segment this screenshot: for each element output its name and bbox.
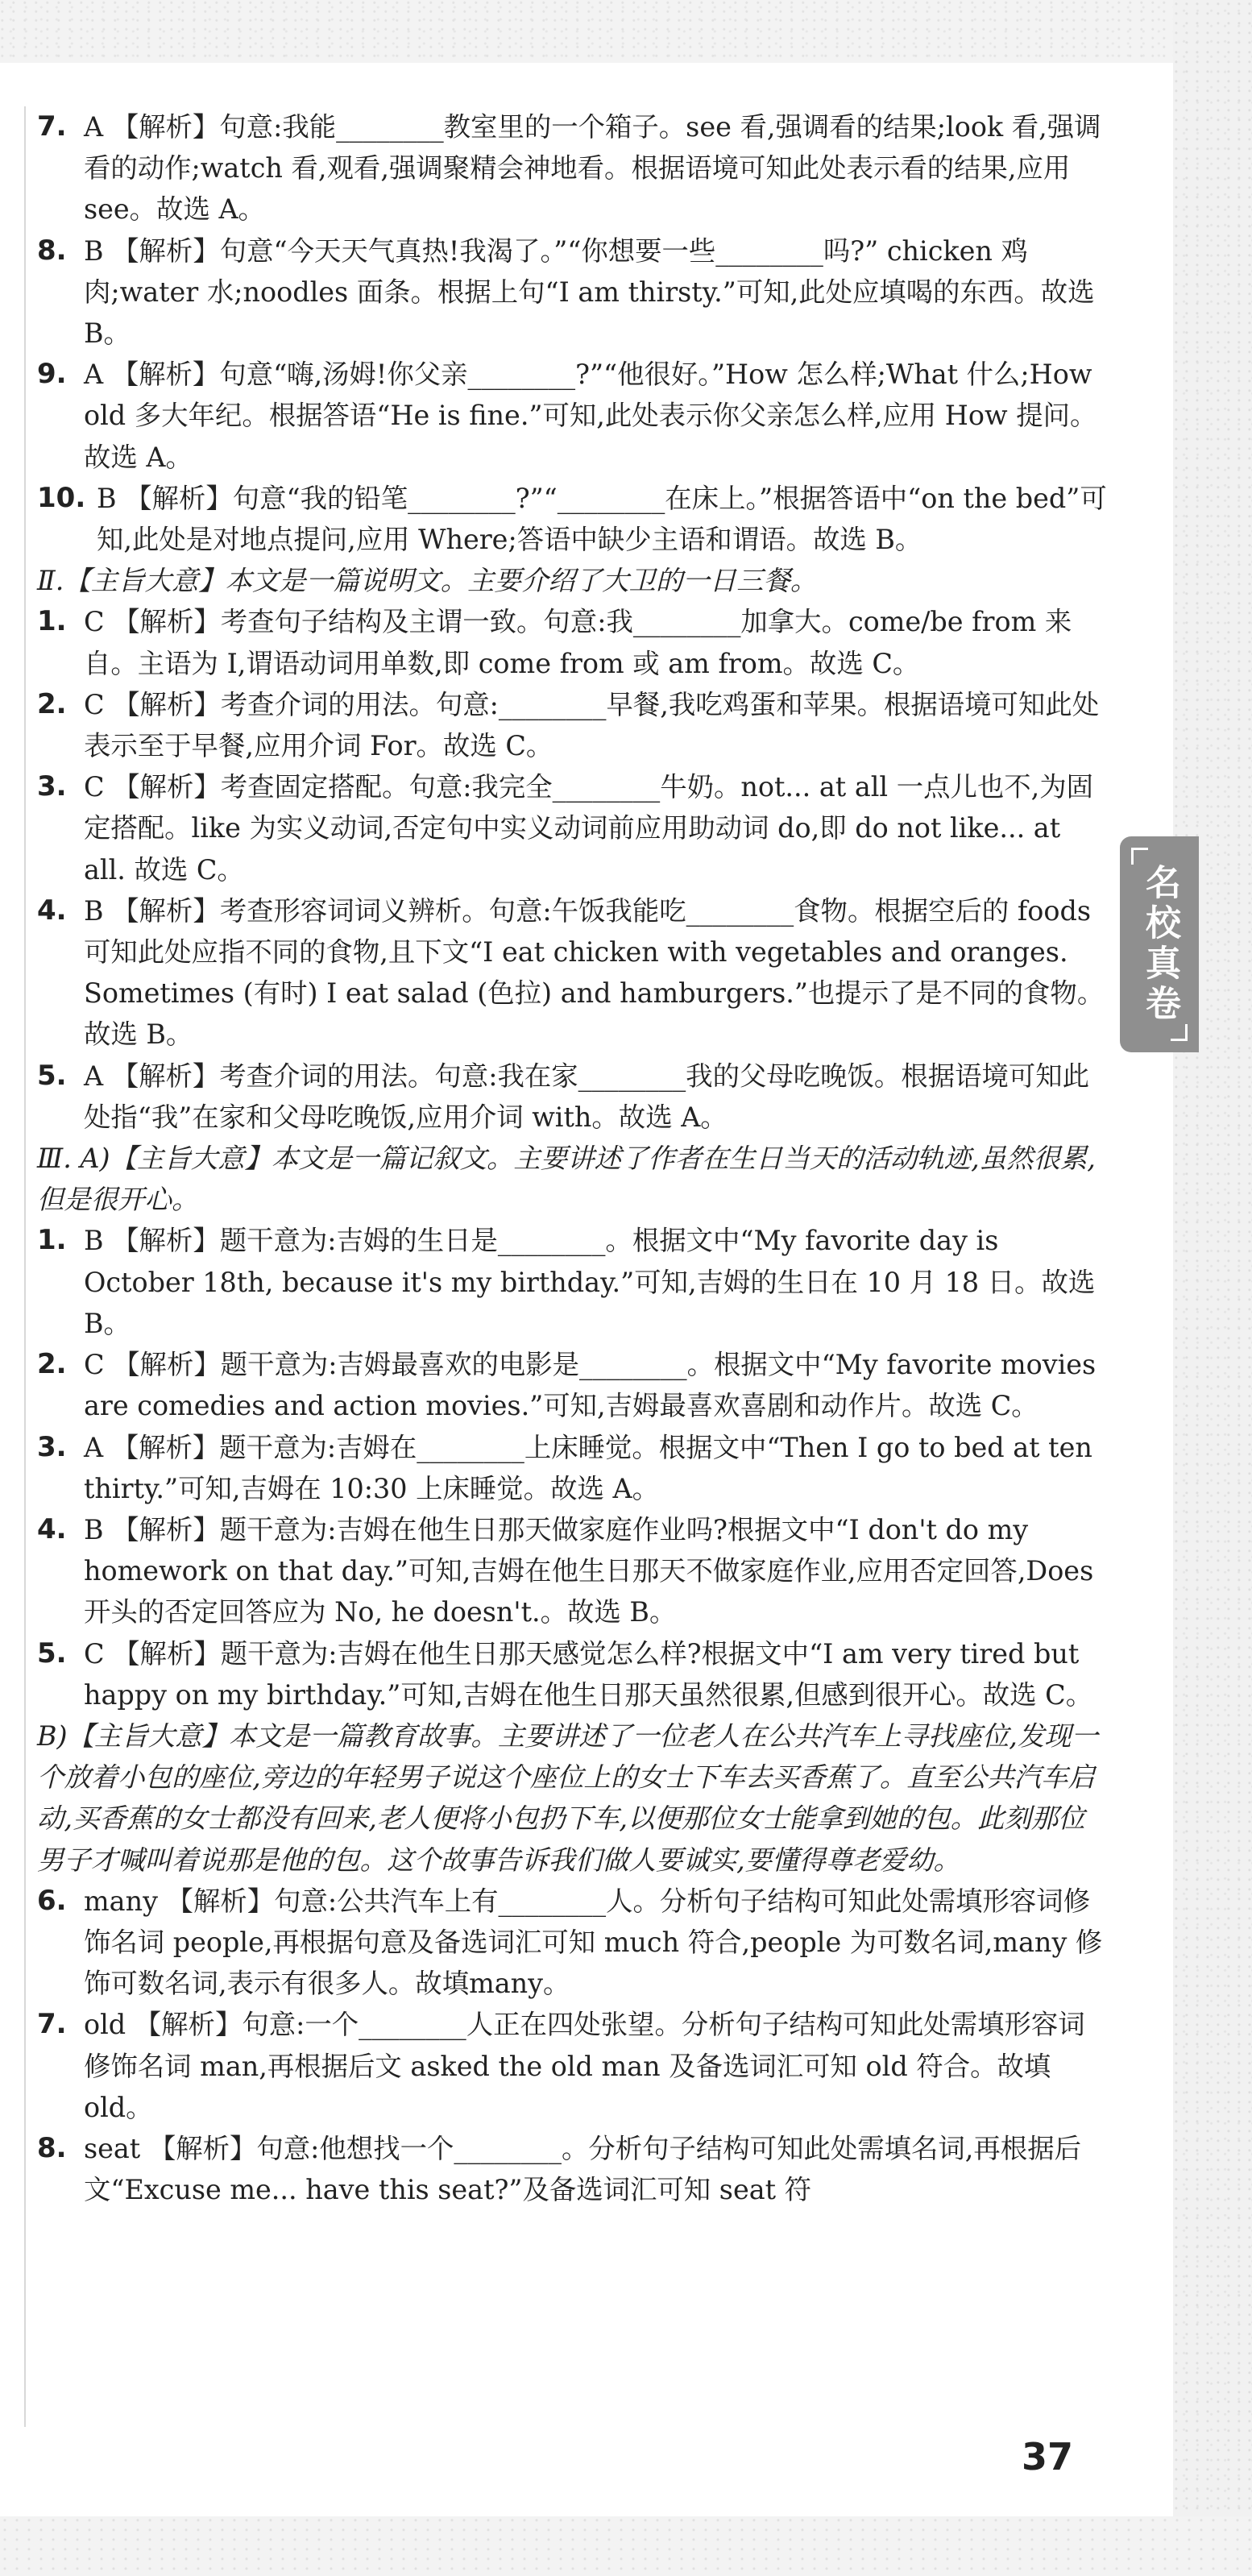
answer-item <box>37 1056 1107 1138</box>
item-number: 2. <box>37 1348 67 1381</box>
side-tab-label: 名校真卷 <box>1139 864 1180 1025</box>
item-number: 7. <box>37 110 67 143</box>
item-text: many 【解析】句意:公共汽车上有________人。分析句子结构可知此处需填形容词修饰名词 people,再根据句意及备选词汇可知 much 符合,people 为可数名词,many 修饰可数名词,表示有很多人。故填many。 <box>84 1885 1103 2000</box>
answer-item <box>37 478 1107 560</box>
item-number: 7. <box>37 2008 67 2041</box>
page-bottom-texture <box>0 2516 1252 2576</box>
item-text: B 【解析】句意“今天天气真热!我渴了。”“你想要一些________吗?” chicken 鸡肉;water 水;noodles 面条。根据上句“I am thirsty.”可知,此处应填喝的东西。故选 B。 <box>84 234 1095 350</box>
side-tab <box>1120 836 1199 1052</box>
answer-content <box>37 106 1107 2210</box>
item-number: 3. <box>37 770 67 803</box>
answer-item <box>37 890 1107 1056</box>
item-text: seat 【解析】句意:他想找一个________。分析句子结构可知此处需填名词,再根据后文“Excuse me... have this seat?”及备选词汇可知 seat 符 <box>84 2132 1081 2206</box>
item-number: 4. <box>37 894 67 927</box>
item-number: 2. <box>37 687 67 720</box>
answer-item <box>37 601 1107 683</box>
item-text: C 【解析】考查固定搭配。句意:我完全________牛奶。not... at all 一点儿也不,为固定搭配。like 为实义动词,否定句中实义动词前应用助动词 do,即 do not like... at all. 故选 C。 <box>84 771 1094 886</box>
item-number: 10. <box>37 481 86 514</box>
answers-section-3b <box>37 1881 1107 2211</box>
item-text: C 【解析】考查句子结构及主谓一致。句意:我________加拿大。come/be from 来自。主语为 I,谓语动词用单数,即 come from 或 am from。故选 C。 <box>84 606 1072 679</box>
answer-item <box>37 766 1107 890</box>
bracket-icon <box>1131 848 1148 865</box>
answer-item <box>37 1427 1107 1509</box>
item-number: 1. <box>37 605 67 638</box>
page-number: 37 <box>1022 2435 1074 2479</box>
item-number: 8. <box>37 234 67 267</box>
bracket-icon <box>1171 1024 1188 1041</box>
item-number: 8. <box>37 2131 67 2164</box>
item-text: B 【解析】句意“我的铅笔________?”“________在床上。”根据答语中“on the bed”可知,此处是对地点提问,应用 Where;答语中缺少主语和谓语。故选 B。 <box>97 482 1107 556</box>
item-text: A 【解析】句意:我能________教室里的一个箱子。see 看,强调看的结果;look 看,强调看的动作;watch 看,观看,强调聚精会神地看。根据语境可知此处表示看的结果,应用 see。故选 A。 <box>84 111 1101 226</box>
answer-item <box>37 2004 1107 2128</box>
answer-item <box>37 1881 1107 2005</box>
page-right-texture <box>1173 0 1252 2576</box>
answer-item <box>37 230 1107 355</box>
answer-item <box>37 1220 1107 1344</box>
item-text: C 【解析】题干意为:吉姆最喜欢的电影是________。根据文中“My favorite movies are comedies and action movies.”可知,吉姆最喜欢喜剧和动作片。故选 C。 <box>84 1349 1097 1422</box>
item-number: 4. <box>37 1512 67 1545</box>
answers-section-3a <box>37 1220 1107 1715</box>
item-text: C 【解析】考查介词的用法。句意:________早餐,我吃鸡蛋和苹果。根据语境可知此处表示至于早餐,应用介词 For。故选 C。 <box>84 688 1100 762</box>
answer-item <box>37 684 1107 766</box>
item-text: old 【解析】句意:一个________人正在四处张望。分析句子结构可知此处需填形容词修饰名词 man,再根据后文 asked the old man 及备选词汇可知 old 符合。故填 old。 <box>84 2009 1085 2123</box>
section-2-summary: Ⅱ.【主旨大意】本文是一篇说明文。主要介绍了大卫的一日三餐。 <box>37 565 818 597</box>
answers-part-1 <box>37 106 1107 560</box>
item-text: A 【解析】题干意为:吉姆在________上床睡觉。根据文中“Then I go to bed at ten thirty.”可知,吉姆在 10:30 上床睡觉。故选 A。 <box>84 1431 1092 1504</box>
page-top-texture <box>0 0 1252 63</box>
item-number: 5. <box>37 1059 67 1092</box>
item-text: A 【解析】考查介词的用法。句意:我在家________我的父母吃晚饭。根据语境可知此处指“我”在家和父母吃晚饭,应用介词 with。故选 A。 <box>84 1060 1090 1133</box>
answer-item <box>37 106 1107 230</box>
answer-item <box>37 1509 1107 1633</box>
answer-item <box>37 1633 1107 1715</box>
item-number: 1. <box>37 1224 67 1257</box>
item-text: C 【解析】题干意为:吉姆在他生日那天感觉怎么样?根据文中“I am very tired but happy on my birthday.”可知,吉姆在他生日那天虽然很累,但感到很开心。故选 C。 <box>84 1637 1093 1711</box>
item-text: B 【解析】题干意为:吉姆在他生日那天做家庭作业吗?根据文中“I don't do my homework on that day.”可知,吉姆在他生日那天不做家庭作业,应用否定回答,Does 开头的否定回答应为 No, he doesn't.。故选 B。 <box>84 1513 1094 1628</box>
item-text: B 【解析】考查形容词词义辨析。句意:午饭我能吃________食物。根据空后的 foods 可知此处应指不同的食物,且下文“I eat chicken with vegetables and oranges. Sometimes (有时) I eat salad (色拉) and hamburgers.”也提示了是不同的食物。故选 B。 <box>84 894 1105 1051</box>
item-number: 6. <box>37 1884 67 1917</box>
item-number: 9. <box>37 358 67 391</box>
answers-section-2 <box>37 601 1107 1138</box>
left-margin-line <box>24 106 26 2427</box>
section-3a-summary: Ⅲ. A)【主旨大意】本文是一篇记叙文。主要讲述了作者在生日当天的活动轨迹,虽然很累,但是很开心。 <box>37 1143 1096 1216</box>
item-number: 5. <box>37 1636 67 1670</box>
section-3b-summary: B)【主旨大意】本文是一篇教育故事。主要讲述了一位老人在公共汽车上寻找座位,发现一个放着小包的座位,旁边的年轻男子说这个座位上的女士下车去买香蕉了。直至公共汽车启动,买香蕉的女士都没有回来,老人便将小包扔下车,以便那位女士能拿到她的包。此刻那位男子才喊叫着说那是他的包。这个故事告诉我们做人要诚实,要懂得尊老爱幼。 <box>37 1719 1099 1876</box>
answer-item <box>37 1344 1107 1426</box>
answer-item <box>37 2128 1107 2210</box>
answer-item <box>37 354 1107 478</box>
item-text: B 【解析】题干意为:吉姆的生日是________。根据文中“My favorite day is October 18th, because it's my birthday.”可知,吉姆的生日在 10 月 18 日。故选 B。 <box>84 1225 1096 1339</box>
item-number: 3. <box>37 1430 67 1463</box>
item-text: A 【解析】句意“嗨,汤姆!你父亲________?”“他很好。”How 怎么样;What 什么;How old 多大年纪。根据答语“He is fine.”可知,此处表示你父亲怎么样,应用 How 提问。故选 A。 <box>84 359 1097 473</box>
